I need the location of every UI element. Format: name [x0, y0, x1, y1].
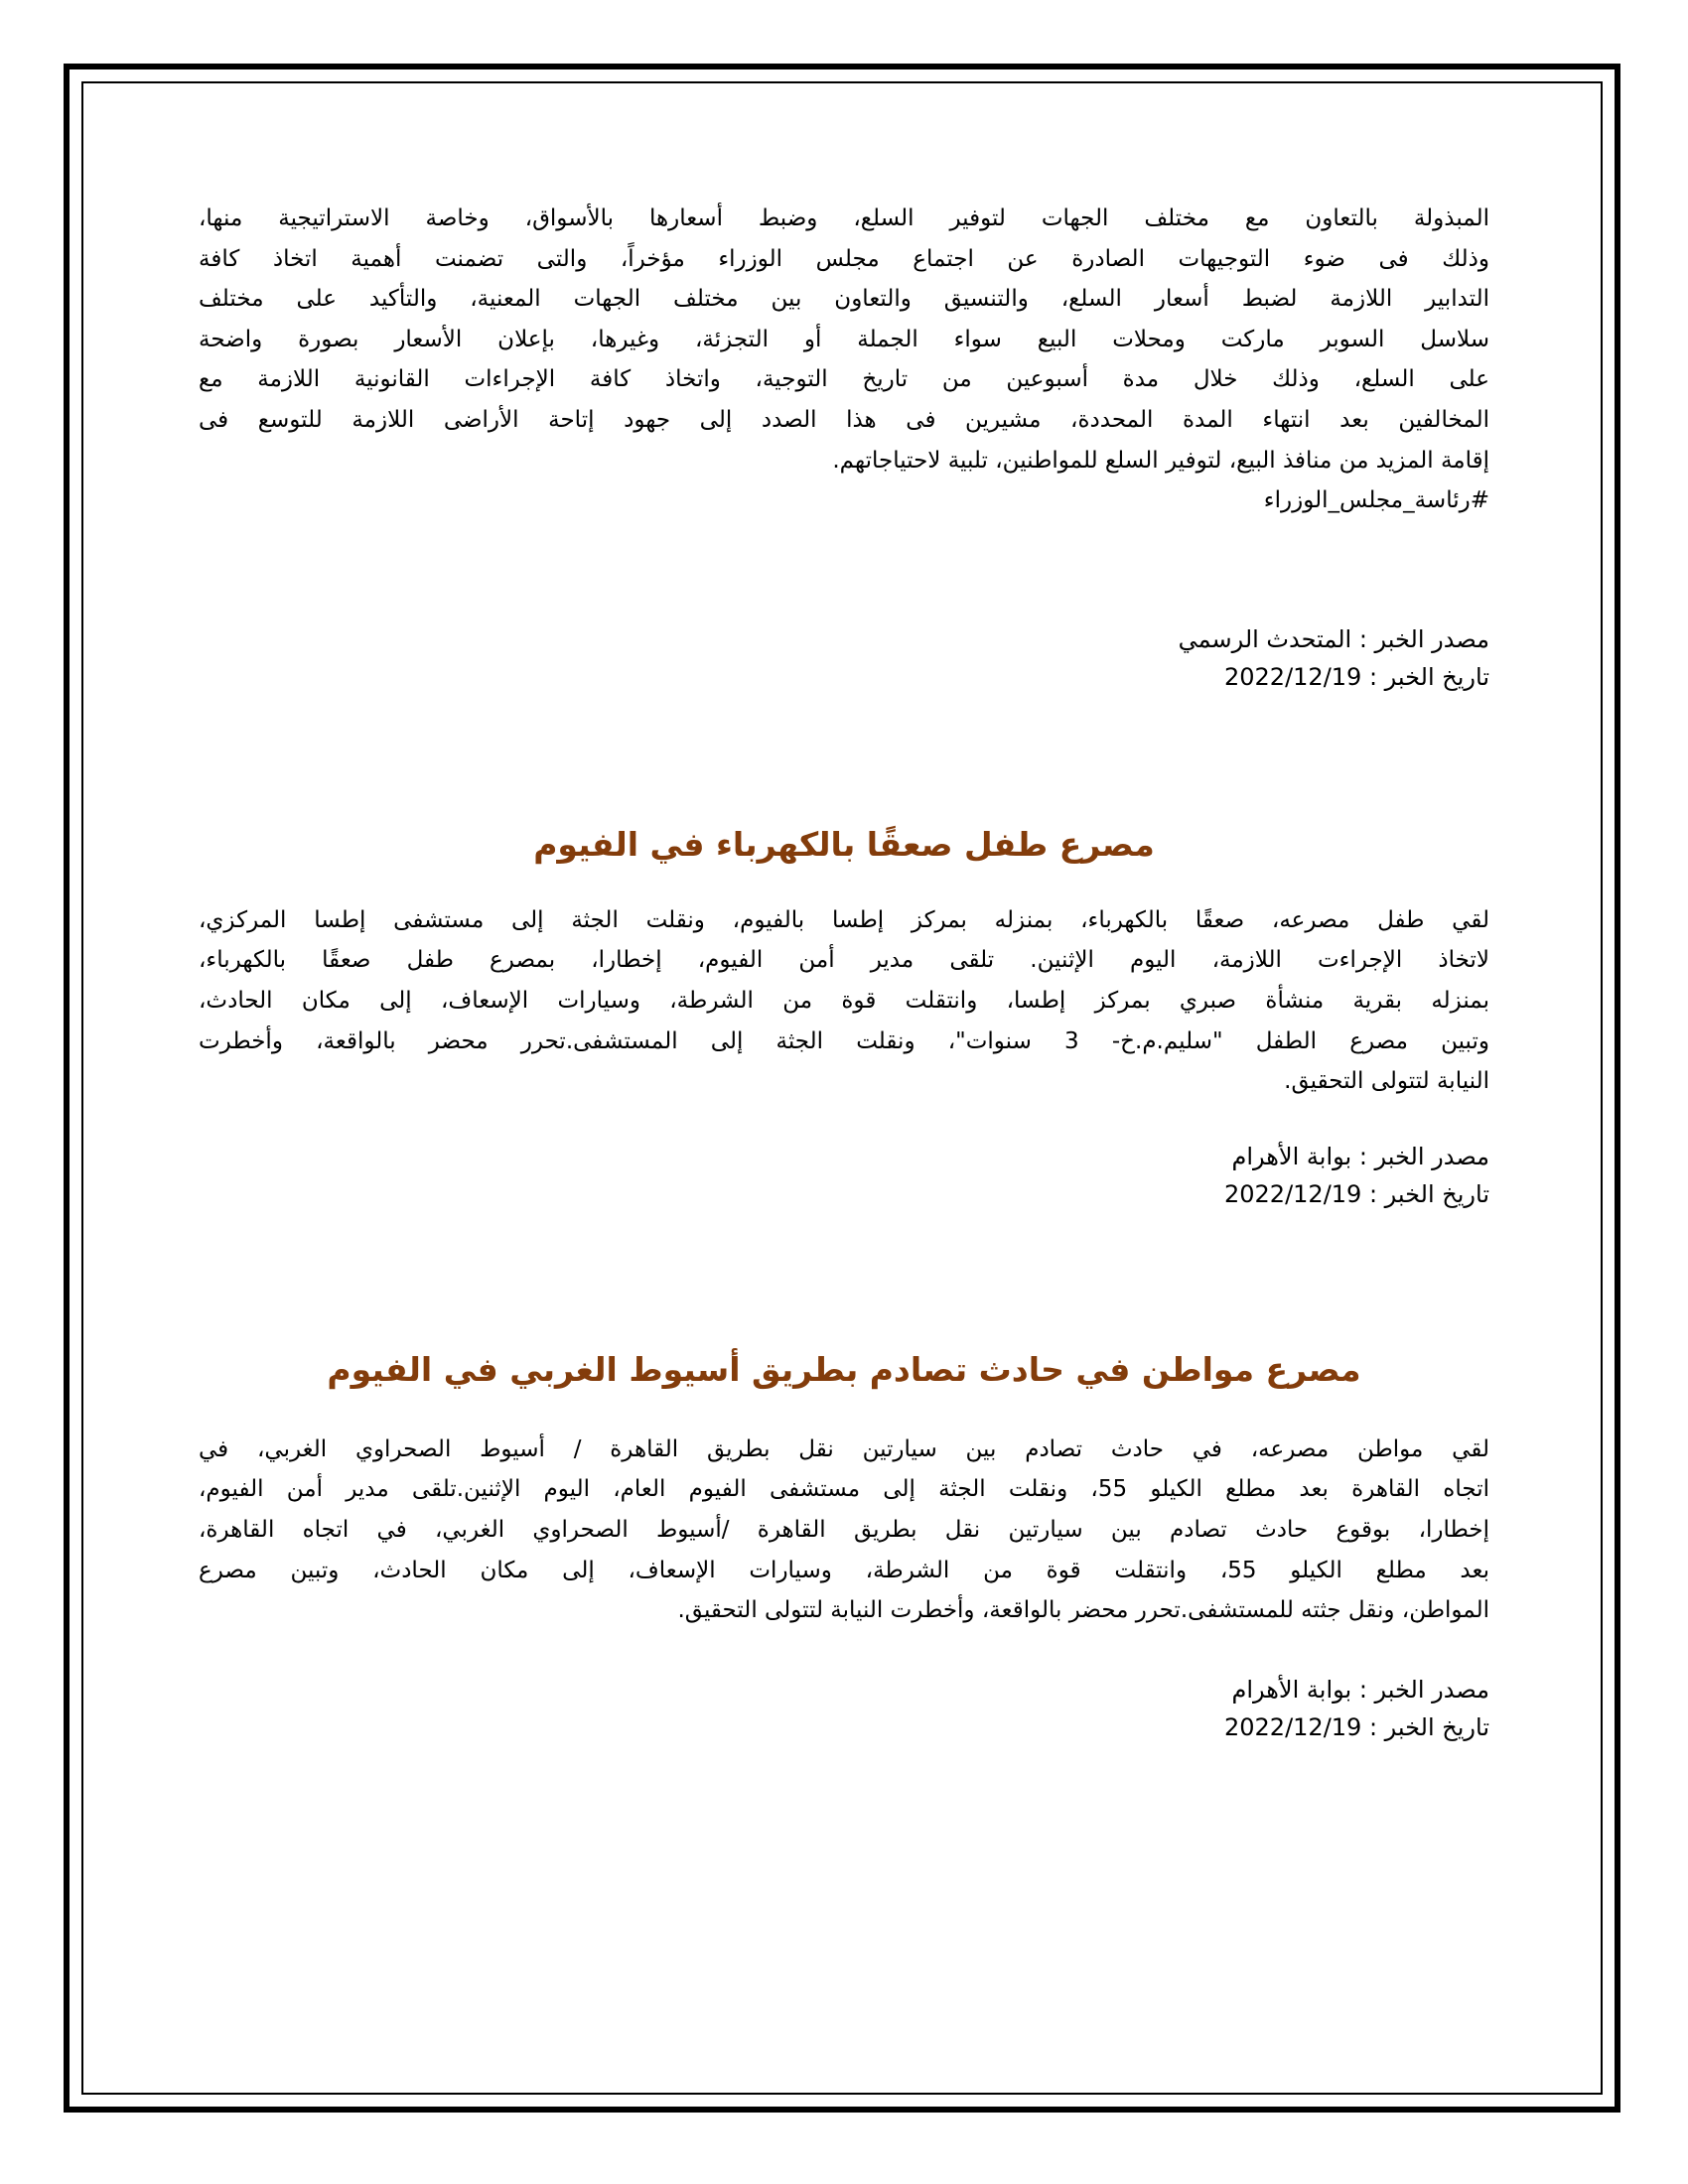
news-date: تاريخ الخبر : 2022/12/19 — [1223, 1712, 1489, 1741]
news-source: مصدر الخبر : المتحدث الرسمي — [1178, 624, 1489, 653]
news-date: تاريخ الخبر : 2022/12/19 — [1223, 662, 1489, 691]
article-headline: مصرع مواطن في حادث تصادم بطريق أسيوط الغربي في الفيوم — [327, 1349, 1361, 1389]
article-paragraph — [199, 900, 1489, 1102]
document-body — [199, 199, 1489, 1746]
news-source: مصدر الخبر : بوابة الأهرام — [1231, 1142, 1489, 1170]
article-line: اتجاه القاهرة بعد مطلع الكيلو 55، ونقلت الجثة إلى مستشفى الفيوم العام، اليوم الإثنين.تلقى مدير أمن الفيوم، — [199, 1476, 1489, 1503]
intro-line: إقامة المزيد من منافذ البيع، لتوفير السلع للمواطنين، تلبية لاحتياجاتهم. — [832, 447, 1489, 474]
intro-line: المبذولة بالتعاون مع مختلف الجهات لتوفير السلع، وضبط أسعارها بالأسواق، وخاصة الاستراتيجية منها، — [199, 205, 1489, 231]
intro-line: على السلع، وذلك خلال مدة أسبوعين من تاريخ التوجية، واتخاذ كافة الإجراءات القانونية اللازمة مع — [199, 366, 1489, 393]
hashtag: #رئاسة_مجلس_الوزراء — [1263, 487, 1489, 514]
article-line: لقي مواطن مصرعه، في حادث تصادم بين سيارتين نقل بطريق القاهرة / أسيوط الصحراوي الغربي، في — [199, 1435, 1489, 1462]
intro-line: المخالفين بعد انتهاء المدة المحددة، مشيرين فى هذا الصدد إلى جهود إتاحة الأراضى اللازمة للتوسع فى — [199, 406, 1489, 433]
article-line: وتبين مصرع الطفل "سليم.م.خ- 3 سنوات"، ونقلت الجثة إلى المستشفى.تحرر محضر بالواقعة، وأخطرت — [199, 1027, 1489, 1054]
intro-paragraph — [199, 199, 1489, 480]
article-line: بمنزله بقرية منشأة صبري بمركز إطسا، وانتقلت قوة من الشرطة، وسيارات الإسعاف، إلى مكان الحادث، — [199, 987, 1489, 1014]
article-line: لاتخاذ الإجراءت اللازمة، اليوم الإثنين. تلقى مدير أمن الفيوم، إخطارا، بمصرع طفل صعقًا بالكهرباء، — [199, 947, 1489, 974]
article-line: النيابة لتتولى التحقيق. — [1284, 1068, 1489, 1095]
article-line: بعد مطلع الكيلو 55، وانتقلت قوة من الشرطة، وسيارات الإسعاف، إلى مكان الحادث، وتبين مصرع — [199, 1557, 1489, 1583]
article-line: لقي طفل مصرعه، صعقًا بالكهرباء، بمنزله بمركز إطسا بالفيوم، ونقلت الجثة إلى مستشفى إطسا المركزي، — [199, 906, 1489, 933]
intro-line: التدابير اللازمة لضبط أسعار السلع، والتنسيق والتعاون بين مختلف الجهات المعنية، والتأكيد على مختلف — [199, 286, 1489, 313]
intro-line: وذلك فى ضوء التوجيهات الصادرة عن اجتماع مجلس الوزراء مؤخراً، والتى تضمنت أهمية اتخاذ كافة — [199, 245, 1489, 272]
article-headline: مصرع طفل صعقًا بالكهرباء في الفيوم — [533, 824, 1155, 864]
article-line: إخطارا، بوقوع حادث تصادم بين سيارتين نقل بطريق القاهرة /أسيوط الصحراوي الغربي، في اتجاه القاهرة، — [199, 1516, 1489, 1543]
intro-line: سلاسل السوبر ماركت ومحلات البيع سواء الجملة أو التجزئة، وغيرها، بإعلان الأسعار بصورة واضحة — [199, 326, 1489, 352]
article-line: المواطن، ونقل جثته للمستشفى.تحرر محضر بالواقعة، وأخطرت النيابة لتتولى التحقيق. — [677, 1597, 1489, 1624]
article-paragraph — [199, 1430, 1489, 1631]
news-date: تاريخ الخبر : 2022/12/19 — [1223, 1179, 1489, 1208]
news-source: مصدر الخبر : بوابة الأهرام — [1231, 1675, 1489, 1704]
